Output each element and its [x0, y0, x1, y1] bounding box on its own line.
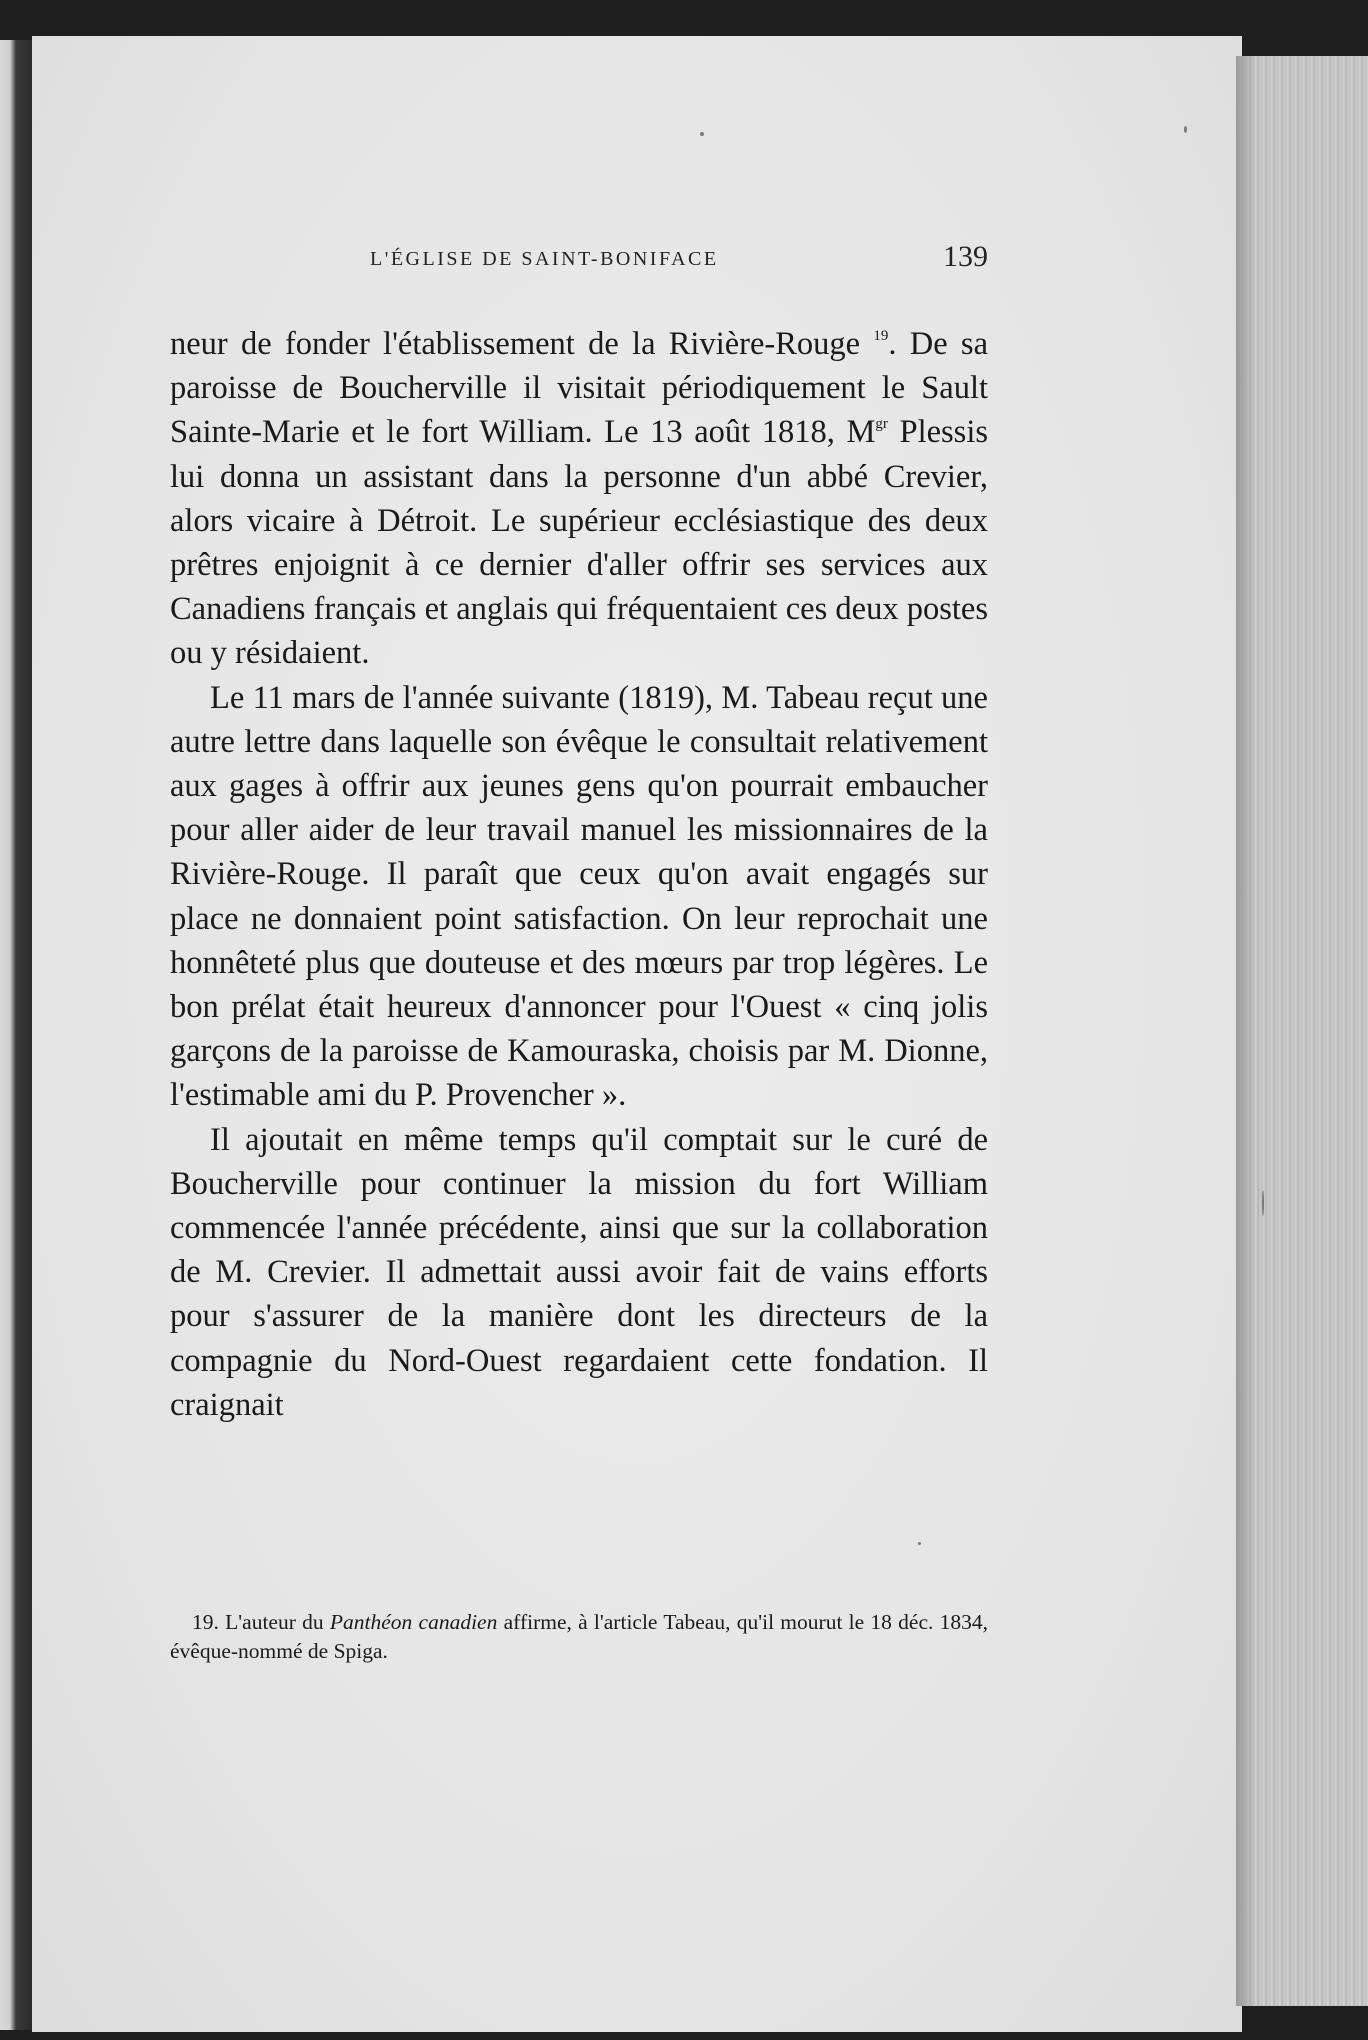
footnote-text-b: affirme, à l'article Tabeau, qu'il mourut le 18 déc. 1834, évêque-nommé de Spiga. — [170, 1610, 989, 1663]
paragraph-2: Le 11 mars de l'année suivante (1819), M. Tabeau reçut une autre lettre dans laquelle son évêque le consultait relativement aux gages à offrir aux jeunes gens qu'on pourrait embaucher pour aller aider de leur travail manuel les missionnaires de la Rivière-Rouge. Il paraît que ceux qu'on avait engagés sur place ne donnaient point satisfaction. On leur reprochait une honnêteté plus que douteuse et des mœurs par trop légères. Le bon prélat était heureux d'annoncer pour l'Ouest « cinq jolis garçons de la paroisse de Kamouraska, choisis par M. Dionne, l'estimable ami du P. Provencher ». — [170, 679, 988, 1114]
dust-speck — [918, 1542, 921, 1545]
running-head-title: L'ÉGLISE DE SAINT-BONIFACE — [370, 248, 719, 270]
footnote-text-a: L'auteur du — [225, 1610, 324, 1634]
paragraph-1-part-b: . De sa paroisse de Boucherville il visitait périodiquement le Sault Sainte-Marie et le fort William. Le 13 août 1818, M — [170, 326, 989, 451]
footnote-book-title: Panthéon canadien — [329, 1610, 498, 1634]
footnote-number: 19. — [192, 1610, 219, 1634]
facing-page-edge — [0, 40, 32, 2030]
footnote-reference: 19 — [873, 328, 889, 344]
title-abbreviation-superscript: gr — [875, 416, 888, 433]
running-header — [170, 240, 988, 280]
dust-speck — [700, 132, 704, 136]
paragraph-3: Il ajoutait en même temps qu'il comptait sur le curé de Boucherville pour continuer la mission du fort William commencée l'année précédente, ainsi que sur la collaboration de M. Crevier. Il admettait aussi avoir fait de vains efforts pour s'assurer de la manière dont les directeurs de la compagnie du Nord-Ouest regardaient cette fondation. Il craignait — [170, 1121, 988, 1423]
footnote — [170, 1608, 988, 1666]
dust-speck — [1184, 126, 1187, 133]
main-text — [170, 322, 988, 1427]
dust-speck — [1262, 1190, 1264, 1216]
page-number: 139 — [943, 240, 988, 273]
paragraph-1 — [170, 322, 988, 676]
page-stack-shadow — [1236, 56, 1256, 2006]
paragraph-1-part-a: neur de fonder l'établissement de la Rivière-Rouge — [170, 326, 861, 362]
paragraph-1-part-c: Plessis lui donna un assistant dans la personne d'un abbé Crevier, alors vicaire à Détroit. Le supérieur ecclésiastique des deux prêtres enjoignit à ce dernier d'aller offrir ses services aux Canadiens français et anglais qui fréquentaient ces deux postes ou y résidaient. — [170, 414, 988, 672]
